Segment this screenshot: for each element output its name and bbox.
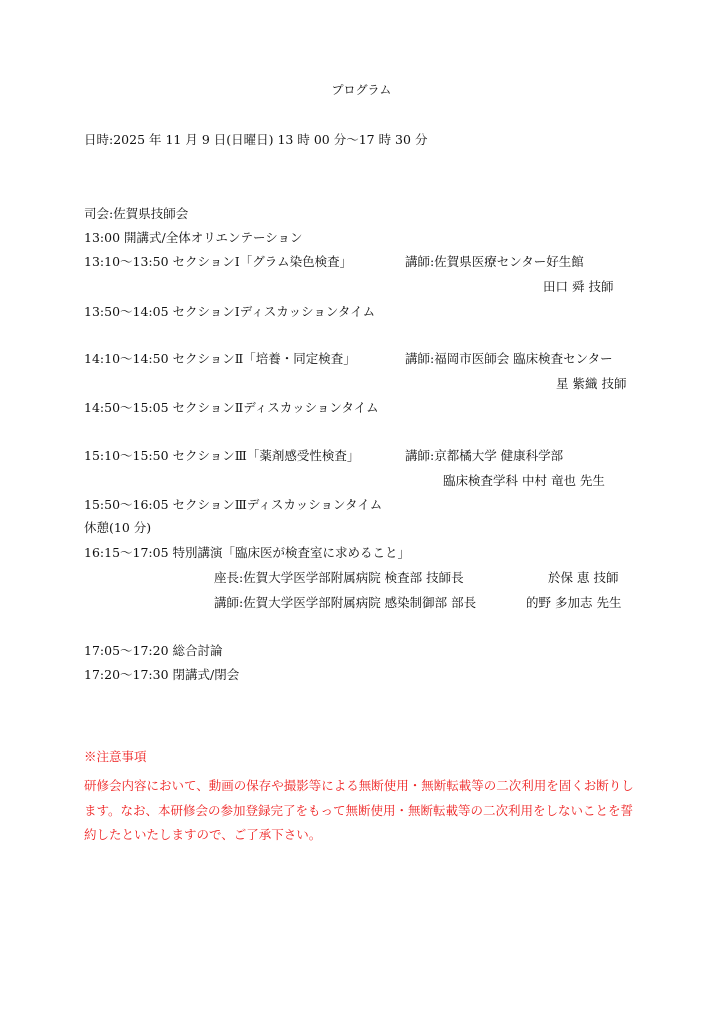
section1-discussion: 13:50～14:05 セクションⅠディスカッションタイム: [84, 304, 376, 319]
chair-affiliation: 座長:佐賀大学医学部附属病院 検査部 技師長: [214, 570, 464, 585]
break-time: 休憩(10 分): [84, 520, 152, 535]
notice-body: 研修会内容において、動画の保存や撮影等による無断使用・無断転載等の二次利用を固くお断りします。なお、本研修会の参加登録完了をもって無断使用・無断転載等の二次利用をしないことを誓約したといたしますので、ご了承下さい。: [84, 778, 634, 842]
event-datetime: 日時:2025 年 11 月 9 日(日曜日) 13 時 00 分～17 時 30 分: [84, 132, 428, 147]
schedule-opening: 13:00 開講式/全体オリエンテーション: [84, 230, 303, 245]
special-lecturer-name: 的野 多加志 先生: [526, 595, 622, 610]
section3-title: 15:10～15:50 セクションⅢ「薬剤感受性検査」: [84, 448, 360, 463]
general-discussion: 17:05～17:20 総合討論: [84, 643, 223, 658]
section3-discussion: 15:50～16:05 セクションⅢディスカッションタイム: [84, 497, 383, 512]
section1-lecturer-name: 田口 舜 技師: [543, 279, 614, 294]
special-lecturer-affiliation: 講師:佐賀大学医学部附属病院 感染制御部 部長: [214, 595, 477, 610]
section2-title: 14:10～14:50 セクションⅡ「培養・同定検査」: [84, 351, 356, 366]
section1-title: 13:10～13:50 セクションⅠ「グラム染色検査」: [84, 254, 353, 269]
section3-lecturer-name: 臨床検査学科 中村 竜也 先生: [443, 473, 605, 488]
section3-lecturer: 講師:京都橘大学 健康科学部: [405, 448, 564, 463]
section1-lecturer: 講師:佐賀県医療センター好生館: [405, 254, 584, 269]
section2-lecturer: 講師:福岡市医師会 臨床検査センター: [405, 351, 613, 366]
section2-lecturer-name: 星 紫織 技師: [556, 376, 627, 391]
chair-name: 於保 恵 技師: [548, 570, 619, 585]
special-lecture: 16:15～17:05 特別講演「臨床医が検査室に求めること」: [84, 545, 411, 560]
section2-discussion: 14:50～15:05 セクションⅡディスカッションタイム: [84, 400, 379, 415]
closing-ceremony: 17:20～17:30 閉講式/閉会: [84, 667, 240, 682]
master-of-ceremonies: 司会:佐賀県技師会: [84, 206, 189, 221]
page-title: プログラム: [331, 83, 392, 97]
notice-heading: ※注意事項: [84, 749, 147, 764]
